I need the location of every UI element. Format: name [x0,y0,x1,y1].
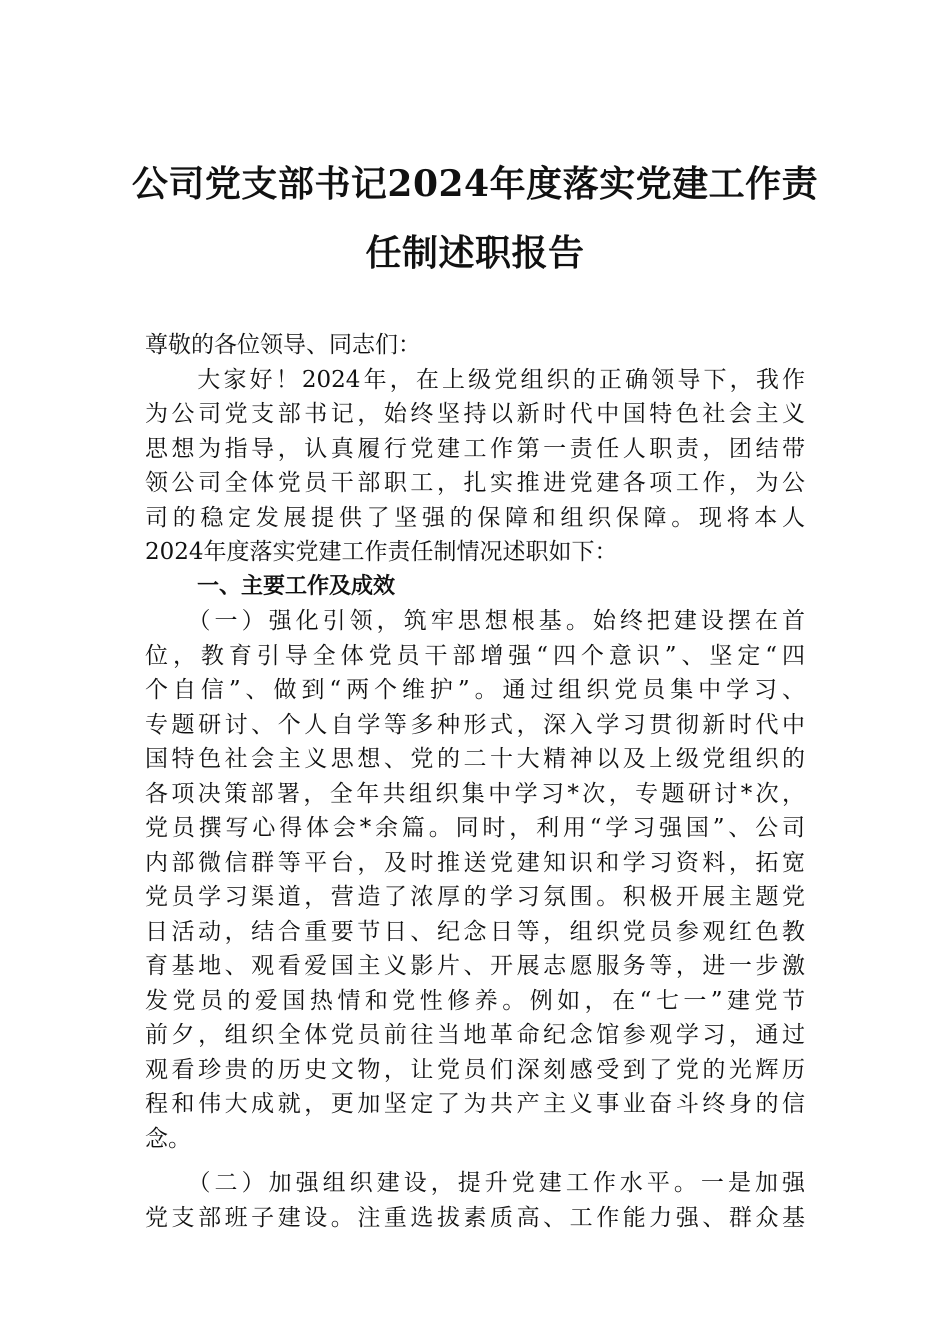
document-title-line2: 任制述职报告 [365,232,585,274]
paragraph-line: 个自信”、做到“两个维护”。通过组织党员集中学习、 [145,677,805,703]
document-title-line1: 公司党支部书记2024年度落实党建工作责 [131,163,819,205]
intro-line: 司的稳定发展提供了坚强的保障和组织保障。现将本人 [145,504,805,531]
paragraph-line: 位，教育引导全体党员干部增强“四个意识”、坚定“四 [145,642,805,669]
intro-line: 2024年度落实党建工作责任制情况述职如下： [145,539,618,565]
intro-line: 大家好！2024年，在上级党组织的正确领导下，我作 [145,366,805,393]
intro-line: 为公司党支部书记，始终坚持以新时代中国特色社会主义 [145,401,805,427]
paragraph-line: 各项决策部署，全年共组织集中学习*次，专题研讨*次， [145,780,805,807]
intro-line: 思想为指导，认真履行党建工作第一责任人职责，团结带 [145,435,805,462]
paragraph-line: （一）强化引领，筑牢思想根基。始终把建设摆在首 [145,608,805,634]
salutation: 尊敬的各位领导、同志们： [145,332,421,358]
paragraph-line: 前夕，组织全体党员前往当地革命纪念馆参观学习，通过 [145,1022,805,1048]
paragraph-line: 国特色社会主义思想、党的二十大精神以及上级党组织的 [145,746,805,772]
paragraph-line: 观看珍贵的历史文物，让党员们深刻感受到了党的光辉历 [145,1056,805,1083]
paragraph-line: 党支部班子建设。注重选拔素质高、工作能力强、群众基 [145,1204,805,1231]
paragraph-line: 党员学习渠道，营造了浓厚的学习氛围。积极开展主题党 [145,884,805,910]
section-heading: 一、主要工作及成效 [197,573,396,599]
paragraph-line: 发党员的爱国热情和党性修养。例如，在“七一”建党节 [145,987,805,1014]
paragraph-line: 育基地、观看爱国主义影片、开展志愿服务等，进一步激 [145,953,805,979]
paragraph-line: 专题研讨、个人自学等多种形式，深入学习贯彻新时代中 [145,711,805,738]
paragraph-line: 党员撰写心得体会*余篇。同时，利用“学习强国”、公司 [145,815,805,841]
paragraph-gap [145,1156,805,1166]
paragraph-line: （二）加强组织建设，提升党建工作水平。一是加强 [145,1170,805,1196]
paragraph-line: 程和伟大成就，更加坚定了为共产主义事业奋斗终身的信 [145,1091,805,1117]
paragraph-line: 日活动，结合重要节日、纪念日等，组织党员参观红色教 [145,918,805,945]
paragraph-line: 内部微信群等平台，及时推送党建知识和学习资料，拓宽 [145,849,805,876]
intro-line: 领公司全体党员干部职工，扎实推进党建各项工作，为公 [145,470,805,496]
document-body [145,328,805,1235]
paragraph-line: 念。 [145,1125,191,1152]
